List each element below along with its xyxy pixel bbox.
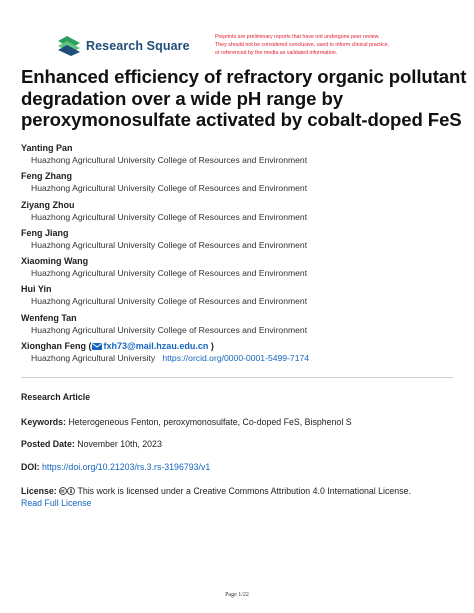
author-name: Hui Yin <box>21 284 52 295</box>
keywords-line <box>21 416 352 428</box>
author-name <box>21 341 461 352</box>
page-header <box>0 0 474 62</box>
author-entry <box>21 171 461 199</box>
author-affiliation: Huazhong Agricultural University College of Resources and Environment <box>31 296 308 307</box>
author-name: Feng Jiang <box>21 227 69 238</box>
author-name: Wenfeng Tan <box>21 312 77 323</box>
research-square-logo[interactable] <box>58 36 190 56</box>
author-email-link[interactable]: fxh73@mail.hzau.edu.cn <box>103 341 209 352</box>
author-affiliation: Huazhong Agricultural University College of Resources and Environment <box>31 211 308 222</box>
research-square-logo-icon <box>58 36 80 56</box>
cc-icon <box>59 487 67 495</box>
author-affiliation: Huazhong Agricultural University College of Resources and Environment <box>31 239 308 250</box>
license-text: This work is licensed under a Creative Commons Attribution 4.0 International License. <box>77 486 411 496</box>
author-affiliation: Huazhong Agricultural University College of Resources and Environment <box>31 155 308 165</box>
keywords-label: Keywords: <box>21 417 66 427</box>
author-affiliation: Huazhong Agricultural University College of Resources and Environment <box>31 324 308 335</box>
author-entry <box>21 143 461 171</box>
author-entry <box>21 200 461 228</box>
by-icon <box>67 487 75 495</box>
author-entry <box>21 256 461 284</box>
author-entry <box>21 313 461 341</box>
corresponding-author-name: Xionghan Feng <box>21 341 86 352</box>
author-name: Xiaoming Wang <box>21 256 89 267</box>
notice-line: or referenced by the media as validated information. <box>215 49 338 56</box>
corresponding-affiliation: Huazhong Agricultural University <box>31 353 156 364</box>
author-affiliation <box>31 352 461 364</box>
paper-title <box>21 66 467 131</box>
doi-line <box>21 461 210 473</box>
preprint-notice <box>215 34 445 57</box>
page-number: Page 1/22 <box>225 592 249 598</box>
author-entry <box>21 284 461 312</box>
paren-close: ) <box>210 341 214 352</box>
author-name: Ziyang Zhou <box>21 199 75 210</box>
author-affiliation: Huazhong Agricultural University College of Resources and Environment <box>31 268 308 279</box>
article-type-label: Research Article <box>21 392 91 402</box>
author-affiliation: Huazhong Agricultural University College of Resources and Environment <box>31 183 308 194</box>
logo-text: Research Square <box>86 39 190 53</box>
paren-open: ( <box>88 341 92 352</box>
notice-line: They should not be considered conclusive, used to inform clinical practice, <box>215 41 390 48</box>
article-type <box>21 391 90 403</box>
notice-line: Preprints are preliminary reports that have not undergone peer review. <box>215 34 380 40</box>
author-entry <box>21 228 461 256</box>
doi-label: DOI: <box>21 462 40 472</box>
posted-date-label: Posted Date: <box>21 439 75 449</box>
posted-date-value: November 10th, 2023 <box>77 439 162 449</box>
title-line: Enhanced efficiency of refractory organic pollutant <box>21 66 467 87</box>
doi-link[interactable]: https://doi.org/10.21203/rs.3.rs-3196793/v1 <box>42 462 211 472</box>
orcid-link[interactable]: https://orcid.org/0000-0001-5499-7174 <box>162 353 310 364</box>
license-line <box>21 485 411 497</box>
author-list <box>21 143 461 369</box>
title-line: degradation over a wide pH range by <box>21 87 343 109</box>
read-full-license-link[interactable]: Read Full License <box>21 498 92 508</box>
title-line: peroxymonosulfate activated by cobalt-doped FeS <box>21 109 462 130</box>
license-label: License: <box>21 486 57 496</box>
author-name: Yanting Pan <box>21 143 73 153</box>
corresponding-author-entry <box>21 341 461 369</box>
author-name: Feng Zhang <box>21 171 72 182</box>
posted-date-line <box>21 438 162 450</box>
envelope-icon <box>92 343 102 350</box>
section-divider <box>21 377 453 378</box>
keywords-value: Heterogeneous Fenton, peroxymonosulfate, Co-doped FeS, Bisphenol S <box>68 417 352 427</box>
